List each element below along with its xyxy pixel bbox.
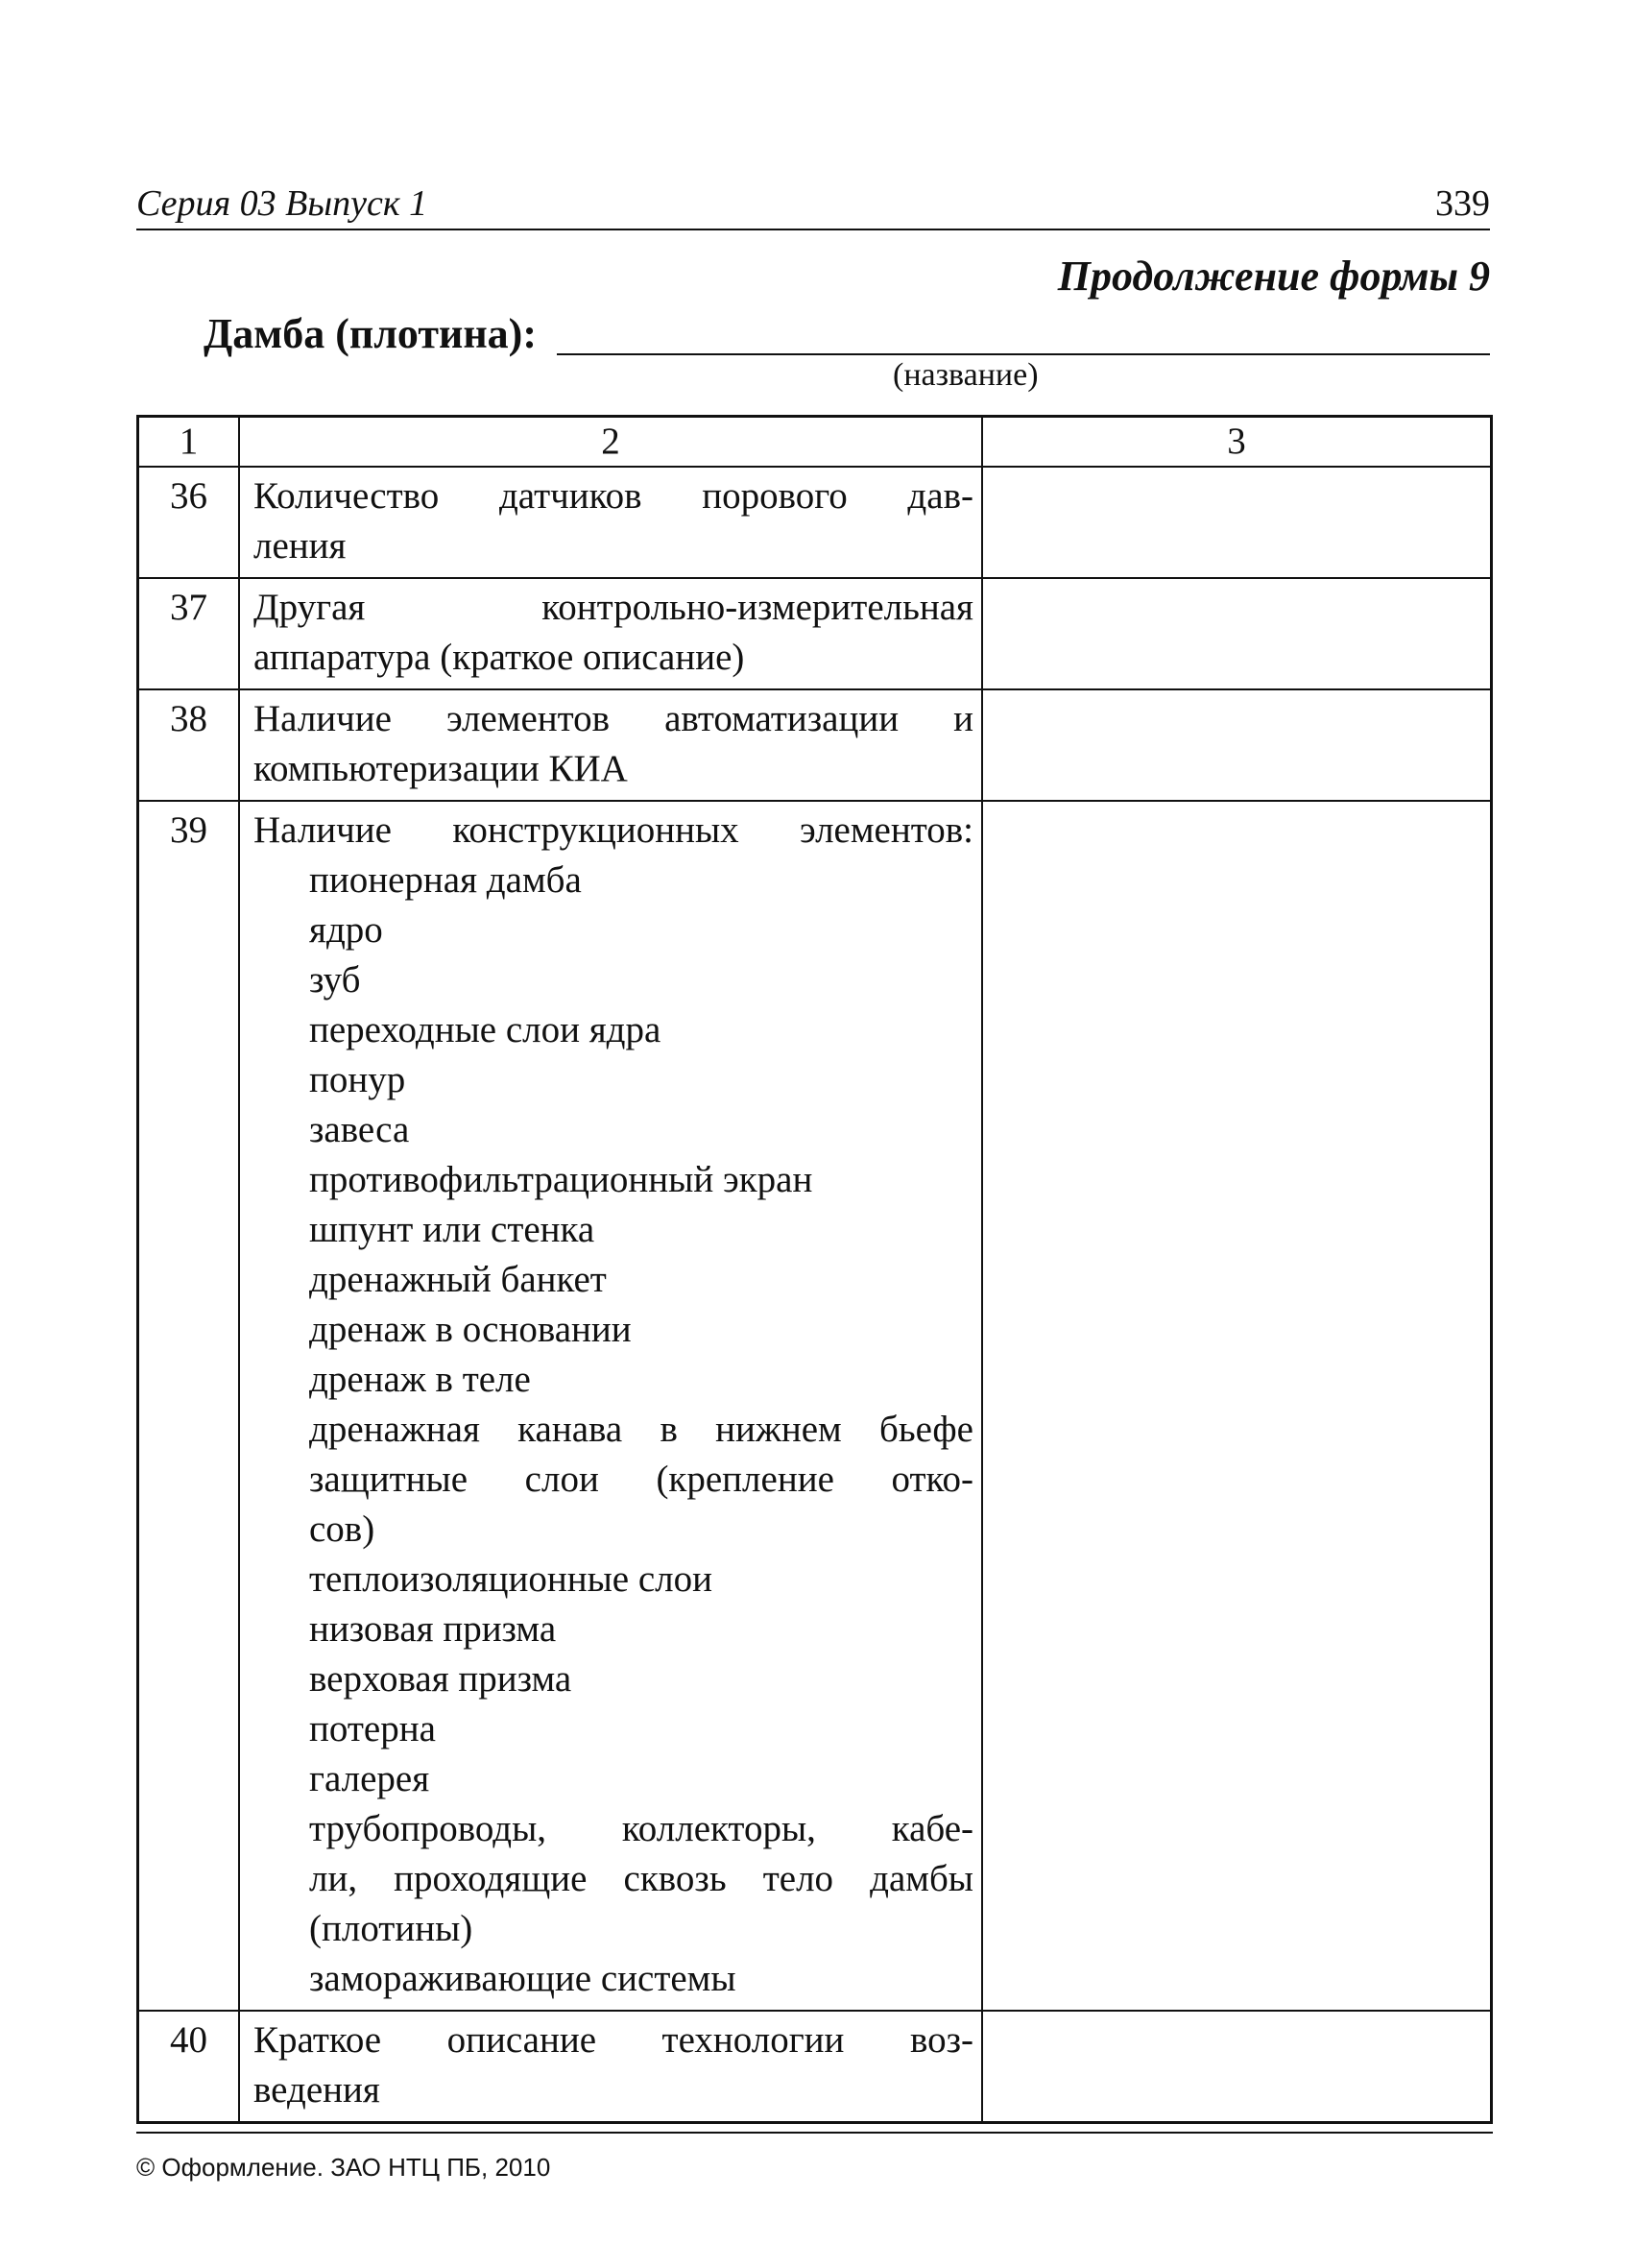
copyright-footer: © Оформление. ЗАО НТЦ ПБ, 2010 — [136, 2153, 551, 2182]
element-item: верховая призма — [309, 1658, 572, 1700]
element-item: переходные слои ядра — [309, 1009, 661, 1050]
row-value-cell[interactable] — [982, 578, 1492, 689]
element-item: шпунт или стенка — [309, 1209, 595, 1250]
element-item: дренажный банкет — [309, 1259, 607, 1300]
element-item: дренаж в основании — [309, 1309, 632, 1350]
description-line: ведения — [253, 2069, 380, 2111]
row-description — [239, 578, 982, 689]
row-description — [239, 467, 982, 578]
footer-divider — [136, 2132, 1493, 2134]
element-item: завеса — [309, 1109, 410, 1150]
column-header-2: 2 — [239, 417, 982, 468]
element-item: пионерная дамба — [309, 859, 582, 901]
running-header — [136, 179, 1490, 230]
table-row — [138, 578, 1492, 689]
element-item: замораживающие системы — [309, 1958, 736, 1999]
dam-name-label: Дамба (плотина): — [204, 310, 537, 357]
row-number: 36 — [138, 467, 240, 578]
element-item: трубопроводы, коллекторы, кабе- — [309, 1808, 973, 1849]
element-item: сов) — [309, 1508, 375, 1550]
row-description — [239, 689, 982, 801]
dam-name-row — [204, 309, 1490, 359]
description-line: Наличие элементов автоматизации и — [253, 698, 973, 739]
column-header-3: 3 — [982, 417, 1492, 468]
description-line: Количество датчиков порового дав- — [253, 475, 973, 517]
table-row — [138, 689, 1492, 801]
description-line: Наличие конструкционных элементов: — [253, 809, 973, 851]
dam-name-field[interactable] — [557, 353, 1490, 355]
element-item: дренаж в теле — [309, 1359, 531, 1400]
dam-name-caption: (название) — [893, 357, 1039, 393]
row-value-cell[interactable] — [982, 689, 1492, 801]
row-value-cell[interactable] — [982, 801, 1492, 2011]
element-item: ли, проходящие сквозь тело дамбы — [309, 1858, 973, 1899]
element-item: защитные слои (крепление отко- — [309, 1459, 973, 1500]
element-item: дренажная канава в нижнем бьефе — [309, 1409, 973, 1450]
element-item: понур — [309, 1059, 406, 1100]
table-row — [138, 467, 1492, 578]
table-row — [138, 801, 1492, 2011]
row-number: 40 — [138, 2011, 240, 2123]
column-header-1: 1 — [138, 417, 240, 468]
element-item: противофильтрационный экран — [309, 1159, 813, 1200]
table-row — [138, 2011, 1492, 2123]
row-value-cell[interactable] — [982, 467, 1492, 578]
description-line: компьютеризации КИА — [253, 748, 628, 789]
series-label: Серия 03 Выпуск 1 — [136, 183, 428, 224]
description-line: Краткое описание технологии воз- — [253, 2019, 973, 2061]
description-line: ления — [253, 525, 347, 567]
element-item: (плотины) — [309, 1908, 473, 1949]
row-number: 38 — [138, 689, 240, 801]
page-number: 339 — [1435, 183, 1490, 224]
table-header-row — [138, 417, 1492, 468]
description-line: Другая контрольно-измерительная — [253, 587, 973, 628]
row-number: 37 — [138, 578, 240, 689]
form-continuation-title: Продолжение формы 9 — [1057, 253, 1490, 300]
row-value-cell[interactable] — [982, 2011, 1492, 2123]
element-item: галерея — [309, 1758, 430, 1799]
row-description — [239, 801, 982, 2011]
element-item: низовая призма — [309, 1608, 557, 1650]
description-line: аппаратура (краткое описание) — [253, 637, 745, 678]
row-number: 39 — [138, 801, 240, 2011]
element-item: теплоизоляционные слои — [309, 1558, 713, 1600]
element-item: потерна — [309, 1708, 436, 1749]
row-description — [239, 2011, 982, 2123]
element-item: ядро — [309, 909, 383, 951]
element-item: зуб — [309, 959, 361, 1001]
form-table — [136, 415, 1493, 2124]
